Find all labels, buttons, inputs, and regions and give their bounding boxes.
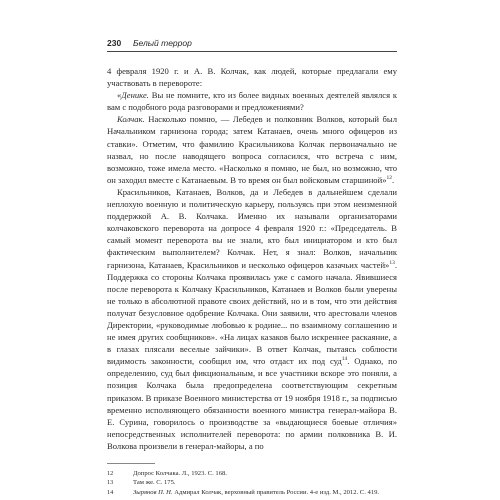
footnote-author: Зырянов П. Н. <box>133 488 173 496</box>
footnote <box>107 469 397 478</box>
footnote-text: Там же. С. 175. <box>133 479 176 487</box>
speaker-name: Денике. <box>121 90 149 101</box>
paragraph: Колчак. Насколько помню, — Лебедев и полковник Волков, который был Начальником гарнизона города; затем Катанаев, очень много офицеров из ставки». Отметим, что фамилию Красильникова Колчак первоначально не назвал, но после наводящего вопроса согласился, что встреча с ним, возможно, тоже имела место. «Насколько я помню, не был, но возможно, что он заходил вместе с Катанаевым. В то время он был войсковым старшиной»$^{12}$. <box>107 114 397 185</box>
footnotes <box>107 469 397 497</box>
footnote-ref[interactable]: 14 <box>341 356 348 363</box>
paragraph: Красильников, Катанаев, Волков, да и Лебедев в дальнейшем сделали неплохую военную и политическую карьеру, пользуясь при этом неизменной поддержкой А. В. Колчака. Именно их называли организаторами колчаковского переворота на допросе 4 февраля 1920 г.: «Председатель. В самый момент переворота вы не знали, кто был инициатором и кто был фактическим выполнителем? Колчак. Нет, я знал: Волков, начальник гарнизона, Катанаев, Красильников и несколько офицеров казачьих частей»$^{13}$. Поддержка со стороны Колчака проявилась уже с самого начала. Явившиеся после переворота к Колчаку Красильников, Катанаев и Волков были уверены не только в абсолютной правоте своих действий, но и в том, что эти действия получат безусловное одобрение Колчака. Они заявили, что арестовали членов Директории, «руководимые любовью к родине... по взаимному соглашению и не имея других сообщников». «На лицах казаков было искреннее раскаяние, а в глазах плясали веселые зайчики». В ответ Колчак, пытаясь соблюсти видимость законности, сообщил им, что отдаст их под суд$^{14}$. Однако, по определению, суд был фикциональным, и все участники вскоре это поняли, а позиция Колчака была предопределена соответствующим секретным приказом. В приказе Военного министерства от 19 ноября 1918 г., за подписью временно исполняющего обязанности военного министра генерал-майора В. Е. Сурина, говорилось о производстве за «выдающиеся боевые отличия» непосредственных исполнителей переворота: по армии полковника В. И. Волкова произвели в генерал-майоры, а по <box>107 186 398 451</box>
footnote-ref[interactable]: 12 <box>386 174 392 181</box>
running-title: Белый террор <box>133 38 192 48</box>
footnote-ref[interactable]: 13 <box>389 259 395 266</box>
speaker-name: Колчак. <box>117 114 145 125</box>
footnote-text: Зырянов П. Н. Адмирал Колчак, верховный правитель России. 4-е изд. М., 2012. С. 419. <box>133 488 380 496</box>
footnote-text: Допрос Колчака. Л., 1923. С. 168. <box>133 470 227 477</box>
body-text <box>107 65 397 452</box>
footnote <box>107 488 397 497</box>
footnote-number: 12 <box>107 470 114 477</box>
book-page <box>107 38 397 497</box>
footnote <box>107 478 397 487</box>
running-header <box>107 38 397 52</box>
paragraph: «Денике. Вы не помните, кто из более видных военных деятелей являлся к вам с подобного рода разговорами и предложениями? <box>107 90 397 113</box>
footnote-number: 14 <box>107 488 114 496</box>
paragraph: 4 февраля 1920 г. и А. В. Колчак, как людей, которые предлагали ему участвовать в перевороте: <box>107 66 397 89</box>
footnote-rule <box>107 463 155 464</box>
footnote-number: 13 <box>107 479 114 487</box>
page-number: 230 <box>107 38 122 48</box>
